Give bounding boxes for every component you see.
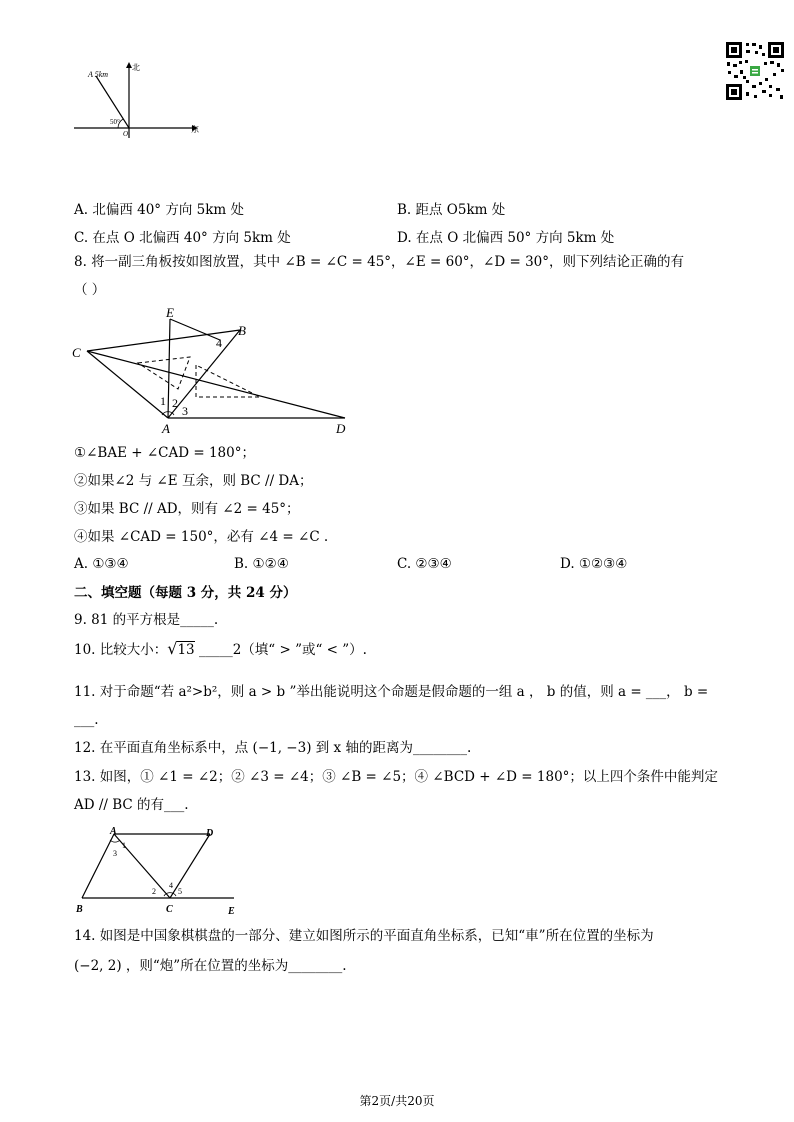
label-d: D	[206, 828, 214, 839]
label-a: A	[162, 421, 170, 436]
sqrt-sign: √	[167, 639, 178, 658]
q13-line-2: AD // BC 的有___.	[74, 797, 189, 813]
east-label: 东	[191, 125, 199, 134]
label-4: 4	[169, 881, 173, 890]
q10	[74, 640, 367, 659]
q7-option-b: B. 距点 O5km 处	[397, 202, 506, 218]
compass-figure	[74, 60, 204, 140]
section-2-title: 二、填空题（每题 3 分，共 24 分）	[74, 585, 297, 601]
q10-radicand: 13	[177, 642, 195, 658]
label-d: D	[336, 421, 346, 436]
q14-line-1: 14. 如图是中国象棋棋盘的一部分、建立如图所示的平面直角坐标系，已知“車”所在位置的坐标为	[74, 928, 654, 944]
q8-answer-paren: （ ）	[74, 282, 106, 298]
q7-option-d: D. 在点 O 北偏西 50° 方向 5km 处	[397, 230, 615, 246]
label-e: E	[228, 906, 235, 917]
parallelogram-figure	[74, 826, 244, 918]
point-a-label: A 5km	[88, 70, 109, 79]
q8-statement-3: ③如果 BC // AD，则有 ∠2 = 45°；	[74, 501, 300, 517]
q9: 9. 81 的平方根是_____.	[74, 612, 219, 628]
q8-option-a: A. ①③④	[74, 556, 129, 572]
q7-option-a: A. 北偏西 40° 方向 5km 处	[74, 202, 244, 218]
q10-prefix: 10. 比较大小：	[74, 642, 168, 658]
q7-option-c: C. 在点 O 北偏西 40° 方向 5km 处	[74, 230, 291, 246]
label-5: 5	[178, 887, 182, 896]
qr-code-image	[724, 40, 786, 102]
q8-statement-2: ②如果∠2 与 ∠E 互余，则 BC // DA；	[74, 473, 313, 489]
label-a: A	[110, 826, 117, 837]
angle-label: 50°	[110, 118, 120, 126]
label-2: 2	[152, 887, 156, 896]
q8-statement-1: ①∠BAE + ∠CAD = 180°；	[74, 445, 255, 461]
q11-line-1: 11. 对于命题“若 a²>b²，则 a > b ”举出能说明这个命题是假命题的一组 a ， b 的值，则 a = ___， b =	[74, 684, 709, 700]
label-4: 4	[216, 336, 222, 350]
q8-option-b: B. ①②④	[234, 556, 289, 572]
label-2: 2	[172, 396, 178, 410]
q8-statement-4: ④如果 ∠CAD = 150°，必有 ∠4 = ∠C .	[74, 529, 329, 545]
origin-label: O	[123, 130, 129, 138]
page-footer: 第2页/共20页	[359, 1094, 435, 1108]
q13-line-1: 13. 如图，① ∠1 = ∠2；② ∠3 = ∠4；③ ∠B = ∠5；④ ∠BCD + ∠D = 180°；以上四个条件中能判定	[74, 769, 718, 785]
q10-suffix: _____2（填“ > ”或“ < ”）.	[194, 642, 367, 658]
q8-option-c: C. ②③④	[397, 556, 452, 572]
q12: 12. 在平面直角坐标系中，点 (−1, −3) 到 x 轴的距离为________.	[74, 740, 472, 756]
q8-option-d: D. ①②③④	[560, 556, 628, 572]
north-label: 北	[132, 63, 140, 72]
label-1: 1	[160, 394, 166, 408]
label-c: C	[72, 345, 81, 360]
label-1: 1	[122, 841, 126, 850]
triangle-rulers-figure	[70, 305, 360, 440]
label-3: 3	[113, 849, 117, 858]
label-b: B	[238, 323, 246, 338]
label-3: 3	[182, 404, 188, 418]
label-b: B	[76, 904, 83, 915]
label-c: C	[166, 904, 173, 915]
q11-line-2: ___.	[74, 712, 99, 728]
q8-stem: 8. 将一副三角板按如图放置，其中 ∠B = ∠C = 45°，∠E = 60°，∠D = 30°，则下列结论正确的有	[74, 254, 684, 270]
label-e: E	[166, 305, 174, 320]
q14-line-2: (−2, 2) ，则“炮”所在位置的坐标为________.	[74, 958, 347, 974]
